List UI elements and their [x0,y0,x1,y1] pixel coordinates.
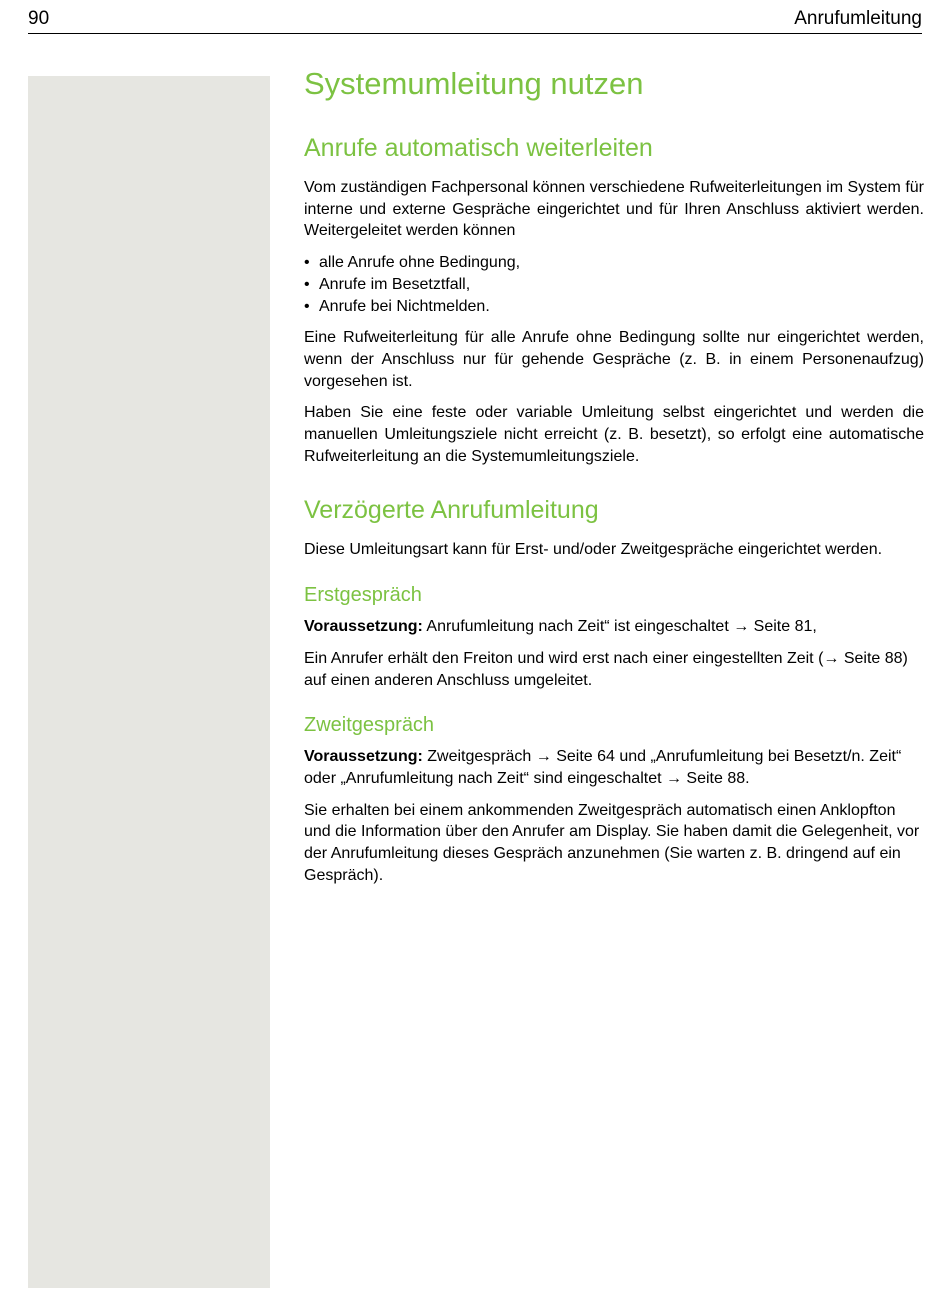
first-call-paragraph: Ein Anrufer erhält den Freiton und wird erst nach einer eingestellten Zeit (→ Seite 88) auf einen anderen Anschluss umgeleitet. [304,649,908,689]
subsection-heading-second-call: Zweitgespräch [304,714,435,737]
prerequisite-text: Zweitgespräch → Seite 64 und „Anrufumleitung bei Besetzt/n. Zeit“ oder „Anrufumleitung nach Zeit“ sind eingeschaltet → Seite 88. [304,748,902,787]
page-header [28,6,922,34]
section1-paragraph-2: Eine Rufweiterleitung für alle Anrufe ohne Bedingung sollte nur eingerichtet werden, wenn der Anschluss nur für gehende Gespräche (z. B. in einem Personenaufzug) vorgesehen ist. [304,329,924,390]
prerequisite-label: Voraussetzung: [304,748,423,766]
first-call-prerequisite [304,616,924,638]
second-call-paragraph: Sie erhalten bei einem ankommenden Zweitgespräch automatisch einen Anklopfton und die Information über den Anrufer am Display. Sie haben damit die Gelegenheit, vor der Anrufumleitung dieses Gespräch anzunehmen (Sie warten z. B. dringend auf ein Gespräch). [304,801,920,884]
second-call-prerequisite [304,746,924,789]
subsection-heading-first-call: Erstgespräch [304,584,422,607]
sidebar-panel [28,76,270,1288]
section-heading-delayed-forward: Verzögerte Anrufumleitung [304,496,599,525]
list-item: • alle Anrufe ohne Bedingung, [304,252,924,274]
prerequisite-label: Voraussetzung: [304,618,423,636]
prerequisite-text: Anrufumleitung nach Zeit“ ist eingeschaltet → Seite 81, [422,618,817,636]
section2-intro: Diese Umleitungsart kann für Erst- und/oder Zweitgespräche eingerichtet werden. [304,541,883,559]
forward-conditions-list [304,252,924,317]
list-item: • Anrufe im Besetztfall, [304,274,924,296]
section1-paragraph-3: Haben Sie eine feste oder variable Umleitung selbst eingerichtet und werden die manuellen Umleitungsziele nicht erreicht (z. B. besetzt), so erfolgt eine automatische Rufweiterleitung an die Systemumleitungsziele. [304,404,924,465]
running-title: Anrufumleitung [794,8,922,29]
page-number: 90 [28,8,50,29]
page-title: Systemumleitung nutzen [304,66,644,101]
section-heading-auto-forward: Anrufe automatisch weiterleiten [304,134,653,162]
section1-intro: Vom zuständigen Fachpersonal können verschiedene Rufweiterleitungen im System für interne und externe Gespräche eingerichtet und für Ihren Anschluss aktiviert werden. Weitergeleitet werden können [304,179,924,240]
list-item: • Anrufe bei Nichtmelden. [304,296,924,318]
main-content [304,62,924,896]
